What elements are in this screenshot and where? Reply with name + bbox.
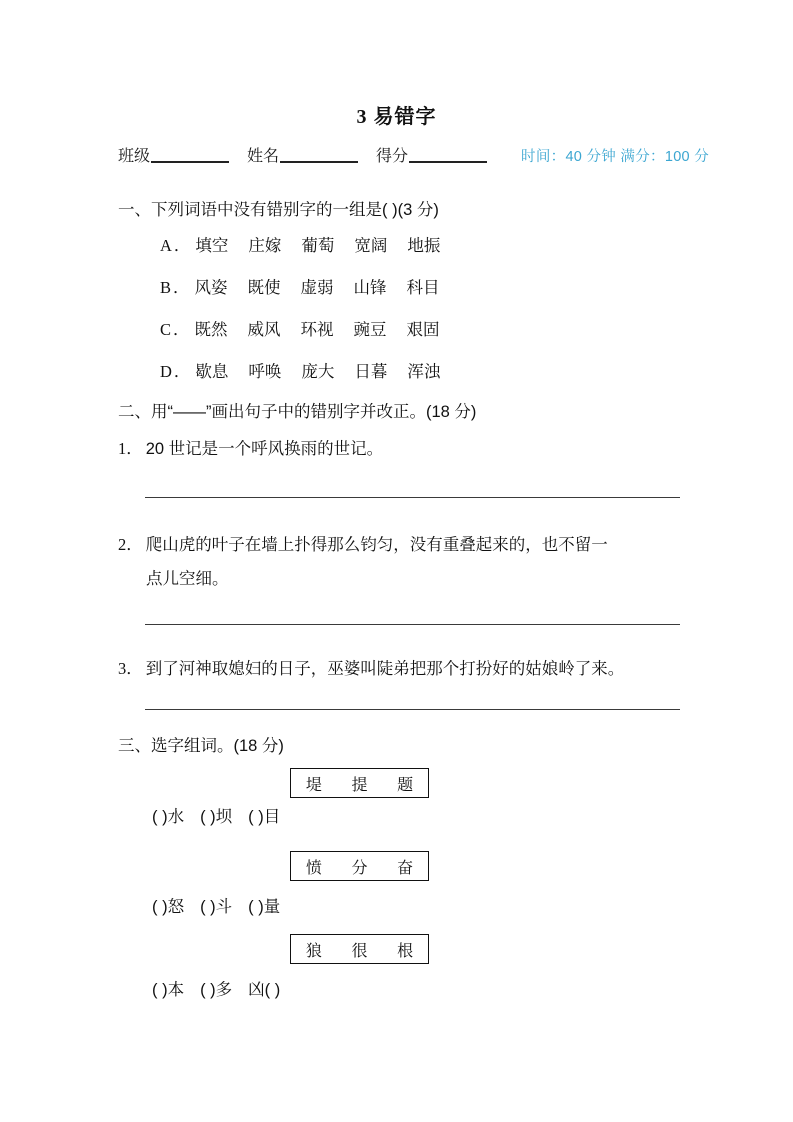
option-a-letter: A [160,236,172,255]
blank-2-1-word: 怒 [167,898,185,916]
blank-2-3-word: 量 [263,898,281,916]
char-choice-2-2: 分 [351,859,368,877]
option-d-word-5: 浑浊 [407,363,441,381]
option-b-word-4: 山锋 [353,279,387,297]
question-2-3-text: 到了河神取媳妇的日子，巫婆叫陡弟把那个打扮好的姑娘岭了来。 [145,660,625,678]
page-title-number: 3 [356,106,368,128]
blank-3-2-word: 多 [215,981,233,999]
page-title-text: 易错字 [373,106,437,128]
blank-1-2-paren[interactable]: ( ) [200,808,216,826]
char-choice-1-1: 堤 [305,776,322,794]
score-label: 得分 [376,148,409,165]
char-choice-3-1: 狼 [305,942,322,960]
option-row-c[interactable] [160,316,440,340]
char-choice-2-3: 奋 [397,859,414,877]
section-3-marker: 三、 [118,737,151,755]
blank-3-1[interactable] [152,976,184,1000]
time-and-total-score: 时间：40 分钟 满分：100 分 [521,149,710,165]
blank-1-3-paren[interactable]: ( ) [248,808,264,826]
blank-3-3-paren: 凶( [248,981,271,999]
class-field[interactable] [118,143,229,166]
blank-2-2[interactable] [200,893,232,917]
blank-2-1-paren[interactable]: ( ) [152,898,168,916]
option-b-word-1: 风姿 [194,279,228,297]
blank-3-2-paren[interactable]: ( ) [200,981,216,999]
question-2-1-number: 1． [118,439,143,458]
blank-1-1-word: 水 [167,808,185,826]
option-a-word-2: 庄嫁 [248,237,282,255]
name-field[interactable] [247,143,358,166]
option-row-d[interactable] [160,358,440,382]
option-b-letter: B [160,278,172,297]
char-choice-box-1 [290,768,429,798]
option-d-word-3: 庞大 [301,363,335,381]
question-2-2-number: 2． [118,535,143,554]
class-label: 班级 [118,148,151,165]
option-c-word-5: 艰固 [406,321,440,339]
blank-1-1[interactable] [152,803,184,827]
question-2-3 [118,652,698,686]
char-choice-box-3 [290,934,429,964]
blank-row-3[interactable] [152,976,280,1000]
blank-2-3-paren[interactable]: ( ) [248,898,264,916]
option-c-word-1: 既然 [194,321,228,339]
section-2-heading [118,398,476,422]
option-d-word-1: 歇息 [195,363,229,381]
option-c-dot: ． [173,321,190,339]
section-2-marker: 二、 [118,403,151,421]
option-b-word-2: 既使 [247,279,281,297]
question-2-3-number: 3． [118,659,143,678]
option-a-word-1: 填空 [195,237,229,255]
section-3-heading [118,732,284,756]
option-c-word-4: 豌豆 [353,321,387,339]
blank-2-2-word: 斗 [215,898,233,916]
char-choice-1-2: 提 [351,776,368,794]
question-2-2-text-line1: 爬山虎的叶子在墙上扑得那么钧匀，没有重叠起来的，也不留一 [145,536,608,554]
answer-line-2-1[interactable] [145,497,680,498]
class-blank[interactable] [151,161,229,163]
section-2-title: 用“——”画出句子中的错别字并改正。(18 分) [151,403,477,421]
option-c-letter: C [160,320,172,339]
blank-2-1[interactable] [152,893,184,917]
option-c-word-2: 威风 [247,321,281,339]
option-a-word-5: 地振 [407,237,441,255]
blank-3-3[interactable] [248,976,280,1000]
score-blank[interactable] [409,161,487,163]
option-b-word-5: 科目 [406,279,440,297]
char-choice-2-1: 愤 [305,859,322,877]
blank-3-1-paren[interactable]: ( ) [152,981,168,999]
question-2-2 [118,528,698,596]
blank-1-3[interactable] [248,803,280,827]
question-2-2-text-line2: 点儿空细。 [146,570,229,588]
answer-line-2-3[interactable] [145,709,680,710]
score-field[interactable] [376,143,487,166]
section-3-title: 选字组词。(18 分) [151,737,284,755]
student-info-row [118,143,718,167]
blank-row-1[interactable] [152,803,280,827]
option-a-word-3: 葡萄 [301,237,335,255]
char-choice-1-3: 题 [397,776,414,794]
blank-2-2-paren[interactable]: ( ) [200,898,216,916]
char-choice-3-2: 很 [351,942,368,960]
name-label: 姓名 [247,148,280,165]
section-1-heading [118,196,439,220]
blank-row-2[interactable] [152,893,280,917]
section-1-title: 下列词语中没有错别字的一组是( )(3 分) [151,201,439,219]
name-blank[interactable] [280,161,358,163]
section-1-marker: 一、 [118,201,151,219]
option-b-word-3: 虚弱 [300,279,334,297]
char-choice-3-3: 根 [397,942,414,960]
blank-1-3-word: 目 [263,808,281,826]
option-d-word-4: 日暮 [354,363,388,381]
answer-line-2-2[interactable] [145,624,680,625]
option-row-a[interactable] [160,232,440,256]
option-c-word-3: 环视 [300,321,334,339]
option-d-dot: ． [173,363,191,381]
blank-3-2[interactable] [200,976,232,1000]
blank-3-1-word: 本 [167,981,185,999]
option-d-word-2: 呼唤 [248,363,282,381]
option-d-letter: D [160,362,172,381]
option-a-dot: ． [173,237,191,255]
page-title [0,100,793,129]
option-row-b[interactable] [160,274,440,298]
option-b-dot: ． [173,279,190,297]
question-2-1 [118,432,698,466]
char-choice-box-2 [290,851,429,881]
blank-1-2-word: 坝 [215,808,233,826]
blank-2-3[interactable] [248,893,280,917]
blank-1-2[interactable] [200,803,232,827]
blank-3-3-word[interactable]: ) [270,981,281,999]
blank-1-1-paren[interactable]: ( ) [152,808,168,826]
question-2-1-text: 20 世记是一个呼风换雨的世记。 [145,440,384,458]
option-a-word-4: 宽阔 [354,237,388,255]
